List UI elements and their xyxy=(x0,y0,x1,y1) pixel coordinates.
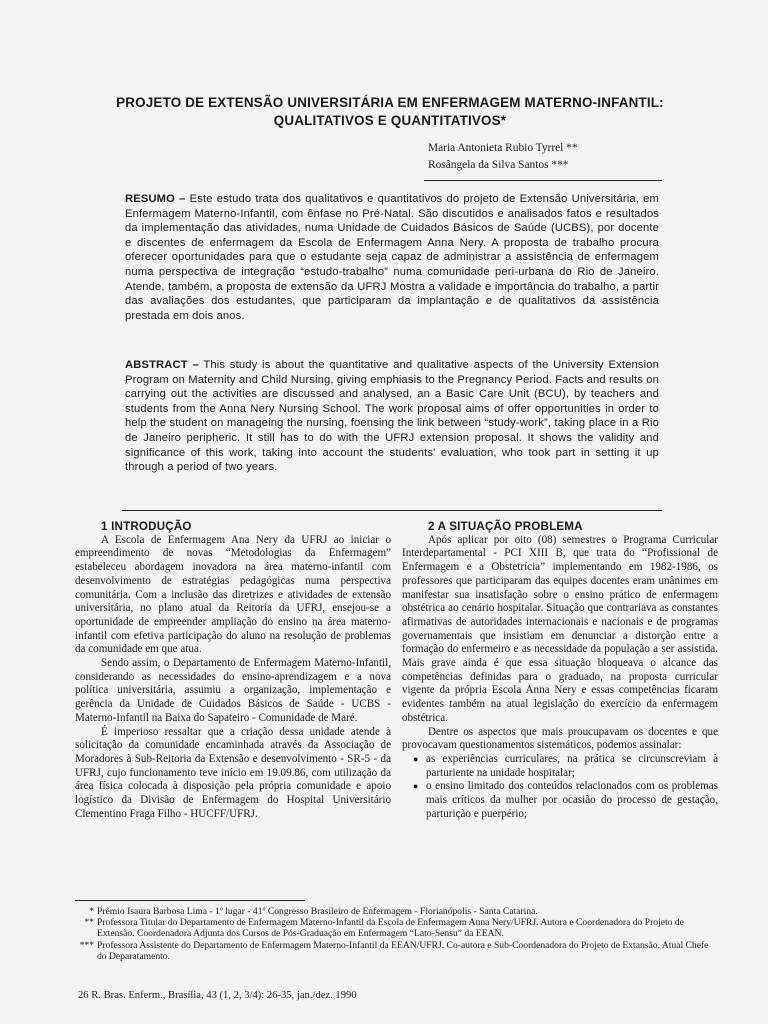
article-title xyxy=(60,94,720,130)
footnote xyxy=(72,906,712,917)
footnote xyxy=(72,917,712,939)
footnote-mark: * xyxy=(89,906,94,917)
section-2-paragraph: Dentre os aspectos que mais proucupavam os docentes e que provocavam questionamentos sistemáticos, podemos assinalar: xyxy=(402,725,718,752)
abstract-text: This study is about the quantitative and qualitative aspects of the University Extension Program on Maternity and Child Nursing, giving emphiasis to the Pregnancy Period. Facts and results on carrying out the activities are discussed and analysed, an a Basic Care Unit (BCU), by teachers and students from the Anna Nery Nursing School. The work proposal aims of offer opportunities in order to help the student on manageing the nursing, foensing the link between “study-work”, taking place in a Rio de Janeiro peripheric. It still has to do with the UFRJ extension proposal. It shows the validity and significance of this work, taking into account the students' evaluation, who took part in setting it up through a period of two years. xyxy=(125,359,659,474)
resumo-text: Este estudo trata dos qualitativos e quantitativos do projeto de Extensão Universitária, em Enfermagem Materno-Infantil, com ênfase no Pré-Natal. São discutidos e analisados fatos e resultados da implementação das atividades, numa Unidade de Cuidados Básicos de Saúde (UCBS), por docente e discentes de enfermagem da Escola de Enfermagem Anna Nery. A proposta de trabalho procura oferecer oportunidades para que o estudante seja capaz de administrar a assistência de enfermagem numa perspectiva de integração “estudo-trabalho” numa comunidade peri-urbana do Rio de Janeiro. Atende, também, a proposta de extensão da UFRJ Mostra a validade e importância do trabalho, a partir das avaliações dos estudantes, que participaram da implantação e de qualitativos da assistência prestada em dois anos. xyxy=(125,193,660,322)
column-left xyxy=(75,520,391,821)
resumo-block xyxy=(125,192,659,323)
footnotes xyxy=(72,906,712,962)
column-right xyxy=(402,520,718,821)
concern-list xyxy=(402,753,718,822)
footnote-text: Professora Assistente do Departamento de Enfermagem Materno-Infantil da EEAN/UFRJ. Co-autora e Sub-Coordenadora do Projeto de Extansão. Atual Chefe do Deparatamento. xyxy=(97,939,709,962)
section-1-paragraph: Sendo assim, o Departamento de Enfermagem Materno-Infantil, considerando as necessidades do ensino-aprendizagem e a nova política universitária, assumiu a organização, implementação e gerência da Unidade de Cuidados Básicos de Saúde - UCBS - Materno-Infantil na Baixa do Sapateiro - Comunidade de Maré. xyxy=(75,657,391,724)
title-line-2: QUALITATIVOS E QUANTITATIVOS* xyxy=(273,113,507,128)
list-item: ● o ensino limitado dos conteúdos relacionados com os problemas mais críticos da mulher por ocasião do processo de gestação, parturição e puerpério; xyxy=(426,780,718,821)
author-list xyxy=(428,140,728,174)
page-footer-citation: 26 R. Bras. Enferm., Brasília, 43 (1, 2, 3/4): 26-35, jan./dez. 1990 xyxy=(78,990,357,1001)
abstract-block xyxy=(125,358,659,475)
section-1-paragraph: A Escola de Enfermagem Ana Nery da UFRJ ao iniciar o empreendimento de novas “Metodologias da Enfermagem” estabeleceu abordagem inovadora na área materno-infantil com desenvolvimento de estratégias pedagógicas numa perspectiva comunitária. Com a inclusão das diretrizes e atividades de extensão universitária, no plano atual da Reitoria da UFRJ, ensejou-se a oportunidade de empreender ampliação do ensino na área materno-infantil com efetiva participação do aluno na resolução de problemas da comunidade em que atua. xyxy=(75,533,391,656)
footnote-text: Prêmio Isaura Barbosa Lima - 1º lugar - 41º Congresso Brasileiro de Enfermagem - Florianópolis - Santa Catarina. xyxy=(97,906,538,917)
footnote xyxy=(72,940,712,962)
abstract-divider xyxy=(122,510,662,511)
title-line-1: PROJETO DE EXTENSÃO UNIVERSITÁRIA EM ENFERMAGEM MATERNO-INFANTIL: xyxy=(116,95,664,110)
footnote-mark: ** xyxy=(84,917,94,929)
list-item: ● as experiências curriculares, na prática se circunscreviam à parturiente na unidade hospitalar; xyxy=(426,753,718,780)
author-divider xyxy=(424,180,662,181)
section-2-paragraph: Após aplicar por oito (08) semestres o Programa Curricular Interdepartamental - PCI XIII B, que trata do “Profissional de Enfermagem e a Obstetrícia” implementando em 1982-1986, os professores que participaram das equipes docentes eram unânimes em manifestar sua insatisfação sobre o ensino prático de enfermagem obstétrica ao cenário hospitalar. Situação que contrariava as constantes afirmativas de autoridades internacionais e nacionais e de programas governamentais que insistiam em denunciar a distorção entre a formação do enfermeiro e as necessidade da população a ser assistida. Mais grave ainda é que essa situação bloqueava o alcance das competências definidas para o graduado, na proposta curricular vigente da própria Escola Anna Nery e essas competências ficaram evidentes também na atual legislação do exercício da enfermagem obstétrica. xyxy=(402,533,718,724)
abstract-label: ABSTRACT – xyxy=(125,359,199,371)
footnote-divider xyxy=(75,900,305,901)
author-2: Rosângela da Silva Santos *** xyxy=(428,159,569,171)
footnote-mark: *** xyxy=(79,939,94,951)
author-1: Maria Antonieta Rubio Tyrrel ** xyxy=(428,142,578,154)
resumo-label: RESUMO – xyxy=(125,193,186,205)
footnote-text: Professora Titular do Departamento de Enfermagem Materno-Infantil da Escola de Enfermagem Anna Nery/UFRJ. Autora e Coordenadora do Projeto de Extensão. Coordenadora Adjunta dos Cursos de Pós-Graduação em Enfermagem “Lato-Sensu” da EEAN. xyxy=(97,917,684,940)
section-1-heading: 1 INTRODUÇÃO xyxy=(101,520,192,533)
section-1-paragraph: É imperioso ressaltar que a criação dessa unidade atende à solicitação da comunidade encaminhada através da Associação de Moradores à Sub-Reitoria da Extensão e desenvolvimento - SR-5 - da UFRJ, cujo funcionamento teve início em 19.09.86, com utilização da área física colocada à disposição pela própria comunidade e apoio logístico da Divisão de Enfermagem do Hospital Universitário Clementino Fraga Filho - HUCFF/UFRJ. xyxy=(75,725,391,820)
section-2-heading: 2 A SITUAÇÃO PROBLEMA xyxy=(428,520,583,533)
